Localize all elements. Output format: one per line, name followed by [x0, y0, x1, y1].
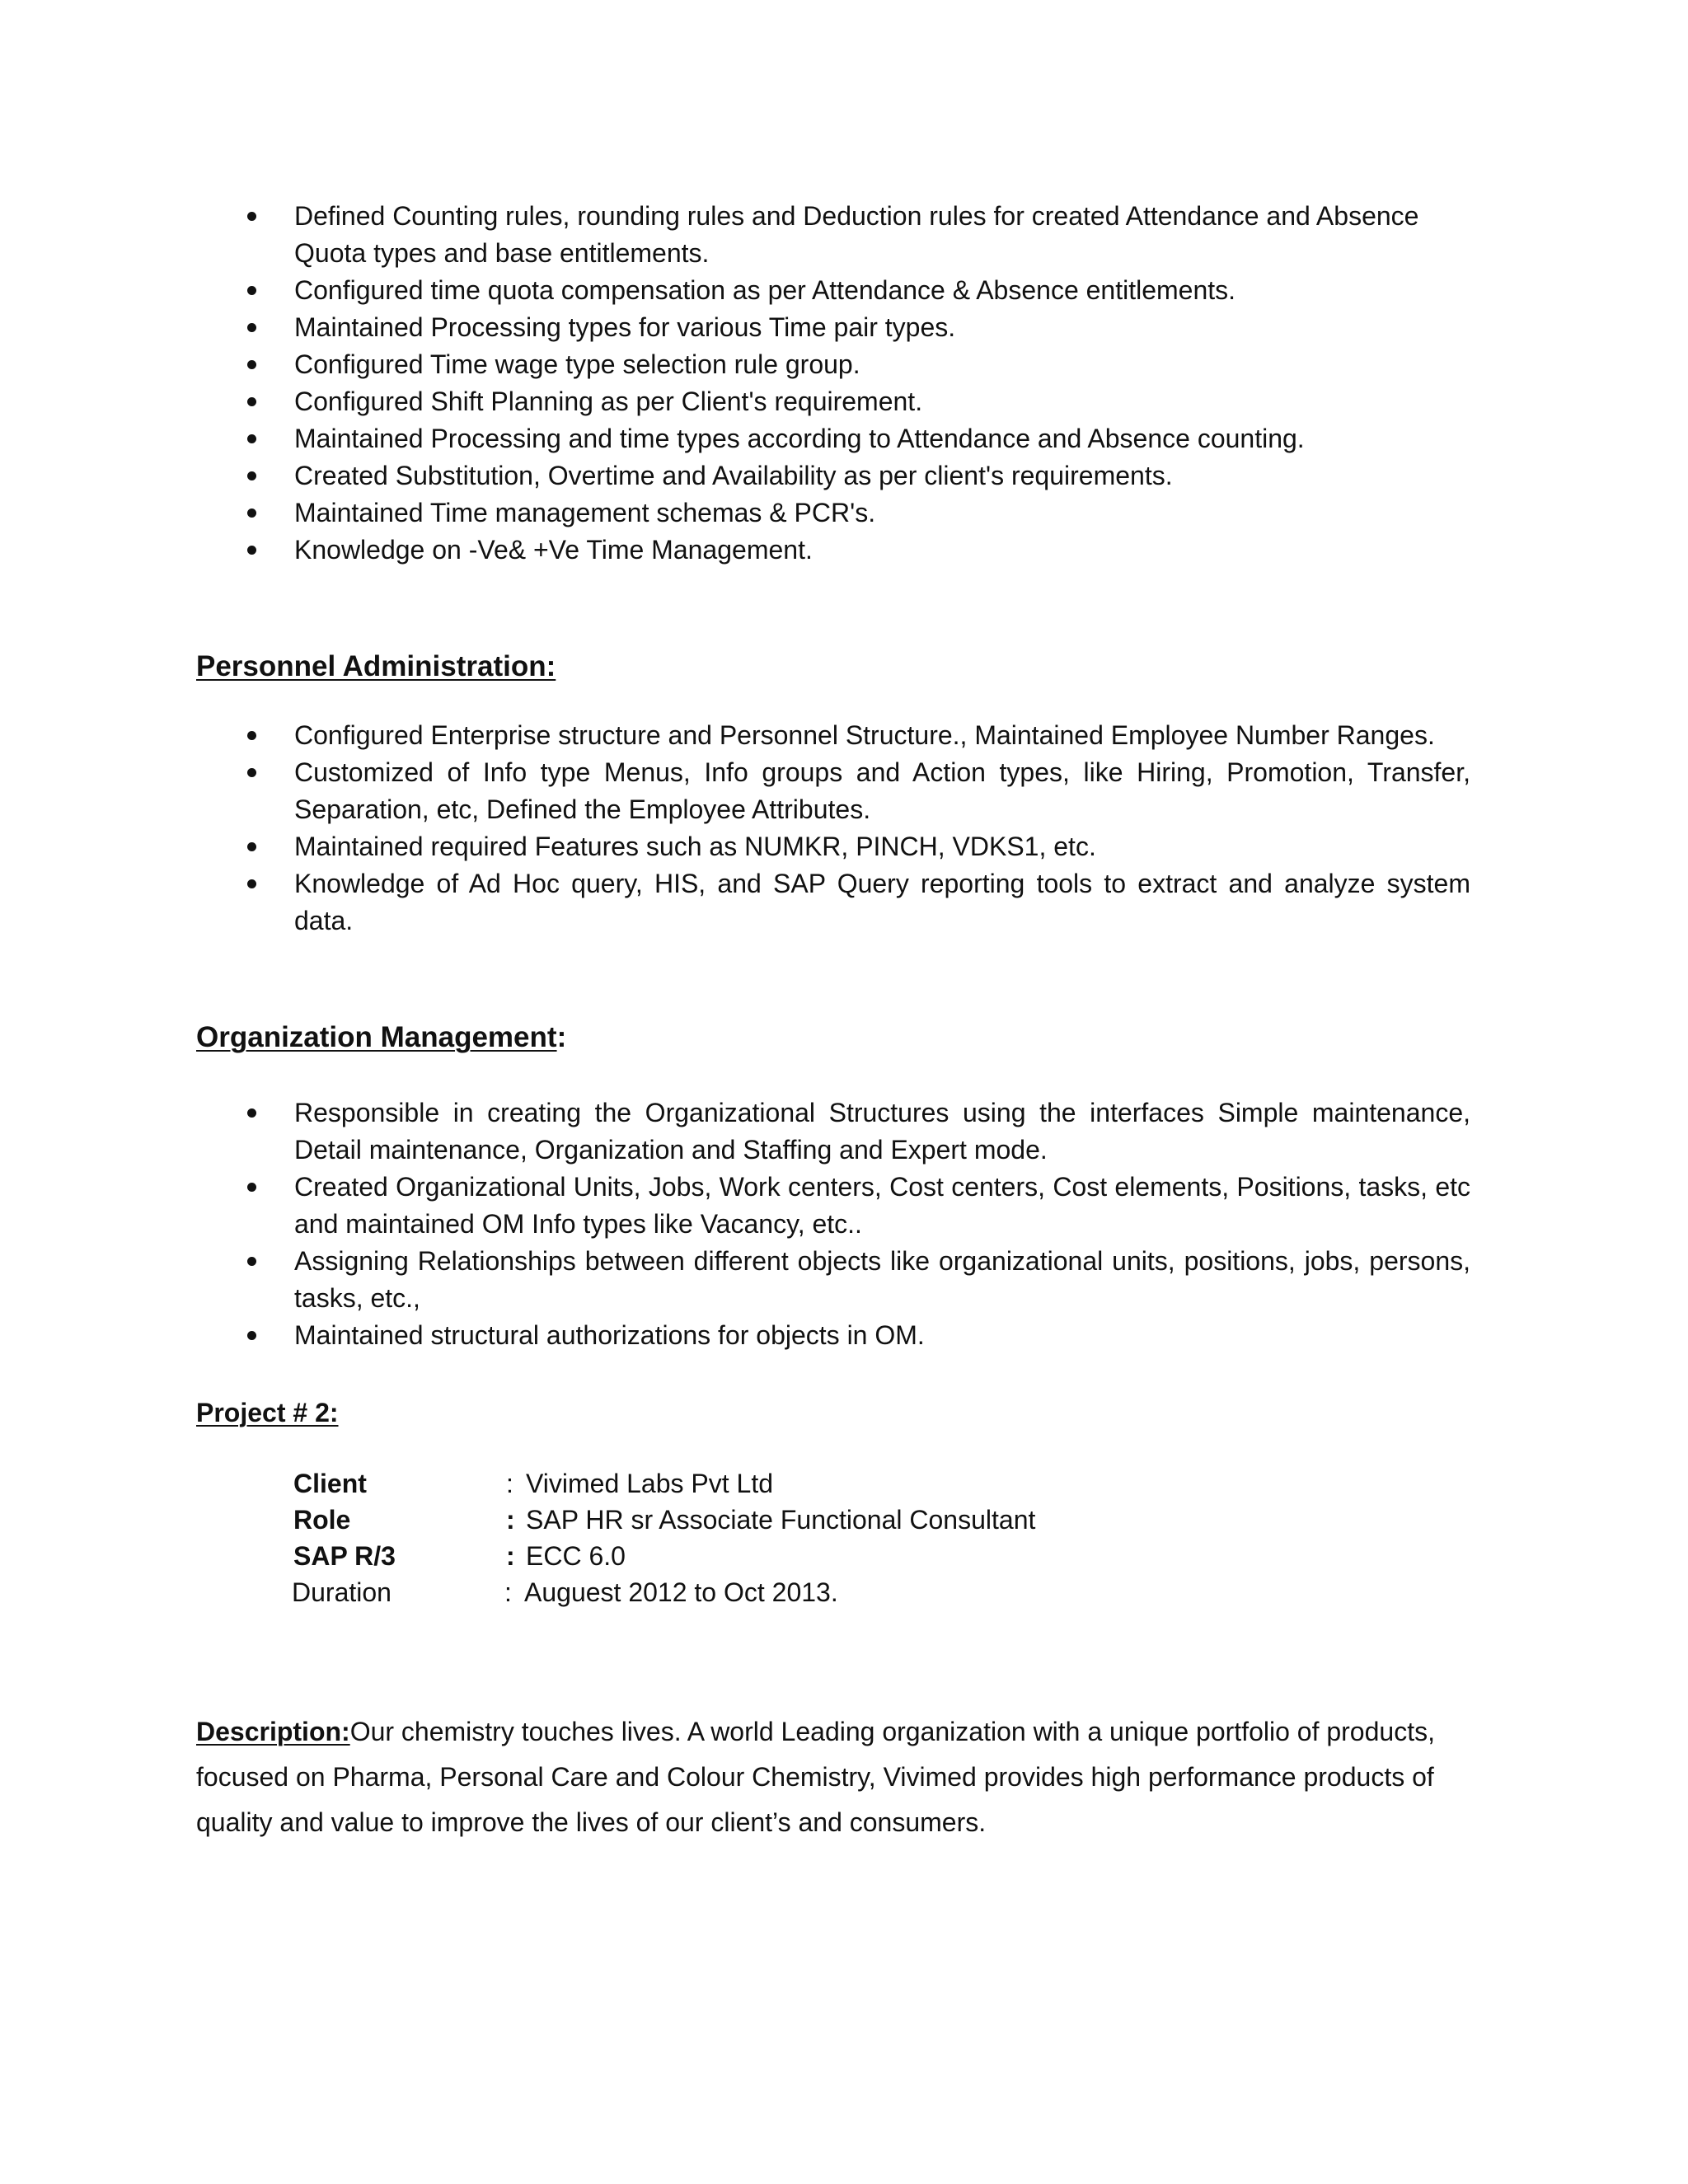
list-item: Customized of Info type Menus, Info groups and Action types, like Hiring, Promotion, Transfer, Separation, etc, Defined the Employee Attributes.	[196, 754, 1470, 828]
project-detail-role: Role : SAP HR sr Associate Functional Consultant	[293, 1505, 1036, 1535]
organization-management-list	[196, 1094, 1470, 1354]
organization-management-section	[196, 1094, 1470, 1354]
bullet-icon	[247, 879, 256, 888]
bullet-icon	[247, 471, 256, 480]
bullet-icon	[247, 212, 256, 221]
list-item: Knowledge on -Ve& +Ve Time Management.	[196, 532, 1470, 569]
organization-management-heading: Organization Management:	[196, 1021, 567, 1053]
list-item: Created Organizational Units, Jobs, Work centers, Cost centers, Cost elements, Positions, tasks, etc and maintained OM Info types like Vacancy, etc..	[196, 1169, 1470, 1243]
list-item: Configured Shift Planning as per Client's requirement.	[196, 383, 1470, 420]
bullet-icon	[247, 286, 256, 295]
list-item: Configured Enterprise structure and Personnel Structure., Maintained Employee Number Ranges.	[196, 717, 1470, 754]
list-item: Defined Counting rules, rounding rules and Deduction rules for created Attendance and Absence Quota types and base entitlements.	[196, 198, 1470, 272]
bullet-icon	[247, 360, 256, 369]
bullet-icon	[247, 397, 256, 406]
list-item: Configured Time wage type selection rule group.	[196, 346, 1470, 383]
project-heading: Project # 2:	[196, 1398, 339, 1427]
bullet-icon	[247, 1183, 256, 1192]
list-item: Maintained Time management schemas & PCR's.	[196, 494, 1470, 532]
list-item: Maintained structural authorizations for objects in OM.	[196, 1317, 1470, 1354]
personnel-administration-list	[196, 717, 1470, 940]
project-detail-duration: Duration : Auguest 2012 to Oct 2013.	[292, 1577, 838, 1607]
list-item: Responsible in creating the Organizational Structures using the interfaces Simple maintenance, Detail maintenance, Organization and Staffing and Expert mode.	[196, 1094, 1470, 1169]
time-management-list	[196, 198, 1470, 569]
list-item: Maintained Processing and time types according to Attendance and Absence counting.	[196, 420, 1470, 457]
bullet-icon	[247, 434, 256, 443]
personnel-administration-heading: Personnel Administration:	[196, 650, 556, 682]
project-detail-sap: SAP R/3 : ECC 6.0	[293, 1541, 626, 1571]
bullet-icon	[247, 731, 256, 740]
project-detail-client: Client : Vivimed Labs Pvt Ltd	[293, 1469, 774, 1498]
time-management-section	[196, 198, 1470, 569]
bullet-icon	[247, 842, 256, 851]
list-item: Created Substitution, Overtime and Availability as per client's requirements.	[196, 457, 1470, 494]
list-item: Assigning Relationships between different objects like organizational units, positions, jobs, persons, tasks, etc.,	[196, 1243, 1470, 1317]
personnel-administration-section	[196, 717, 1470, 940]
list-item: Configured time quota compensation as per Attendance & Absence entitlements.	[196, 272, 1470, 309]
bullet-icon	[247, 323, 256, 332]
bullet-icon	[247, 768, 256, 777]
list-item: Maintained Processing types for various Time pair types.	[196, 309, 1470, 346]
description-label: Description:	[196, 1717, 350, 1746]
description-text: Our chemistry touches lives. A world Leading organization with a unique portfolio of products, focused on Pharma, Personal Care and Colour Chemistry, Vivimed provides high performance products of quality and value to improve the lives of our client’s and consumers.	[196, 1717, 1435, 1837]
bullet-icon	[247, 546, 256, 555]
bullet-icon	[247, 1257, 256, 1266]
list-item: Knowledge of Ad Hoc query, HIS, and SAP Query reporting tools to extract and analyze system data.	[196, 865, 1470, 940]
list-item: Maintained required Features such as NUMKR, PINCH, VDKS1, etc.	[196, 828, 1470, 865]
bullet-icon	[247, 509, 256, 518]
bullet-icon	[247, 1331, 256, 1340]
bullet-icon	[247, 1108, 256, 1118]
project-description	[196, 1709, 1482, 1845]
